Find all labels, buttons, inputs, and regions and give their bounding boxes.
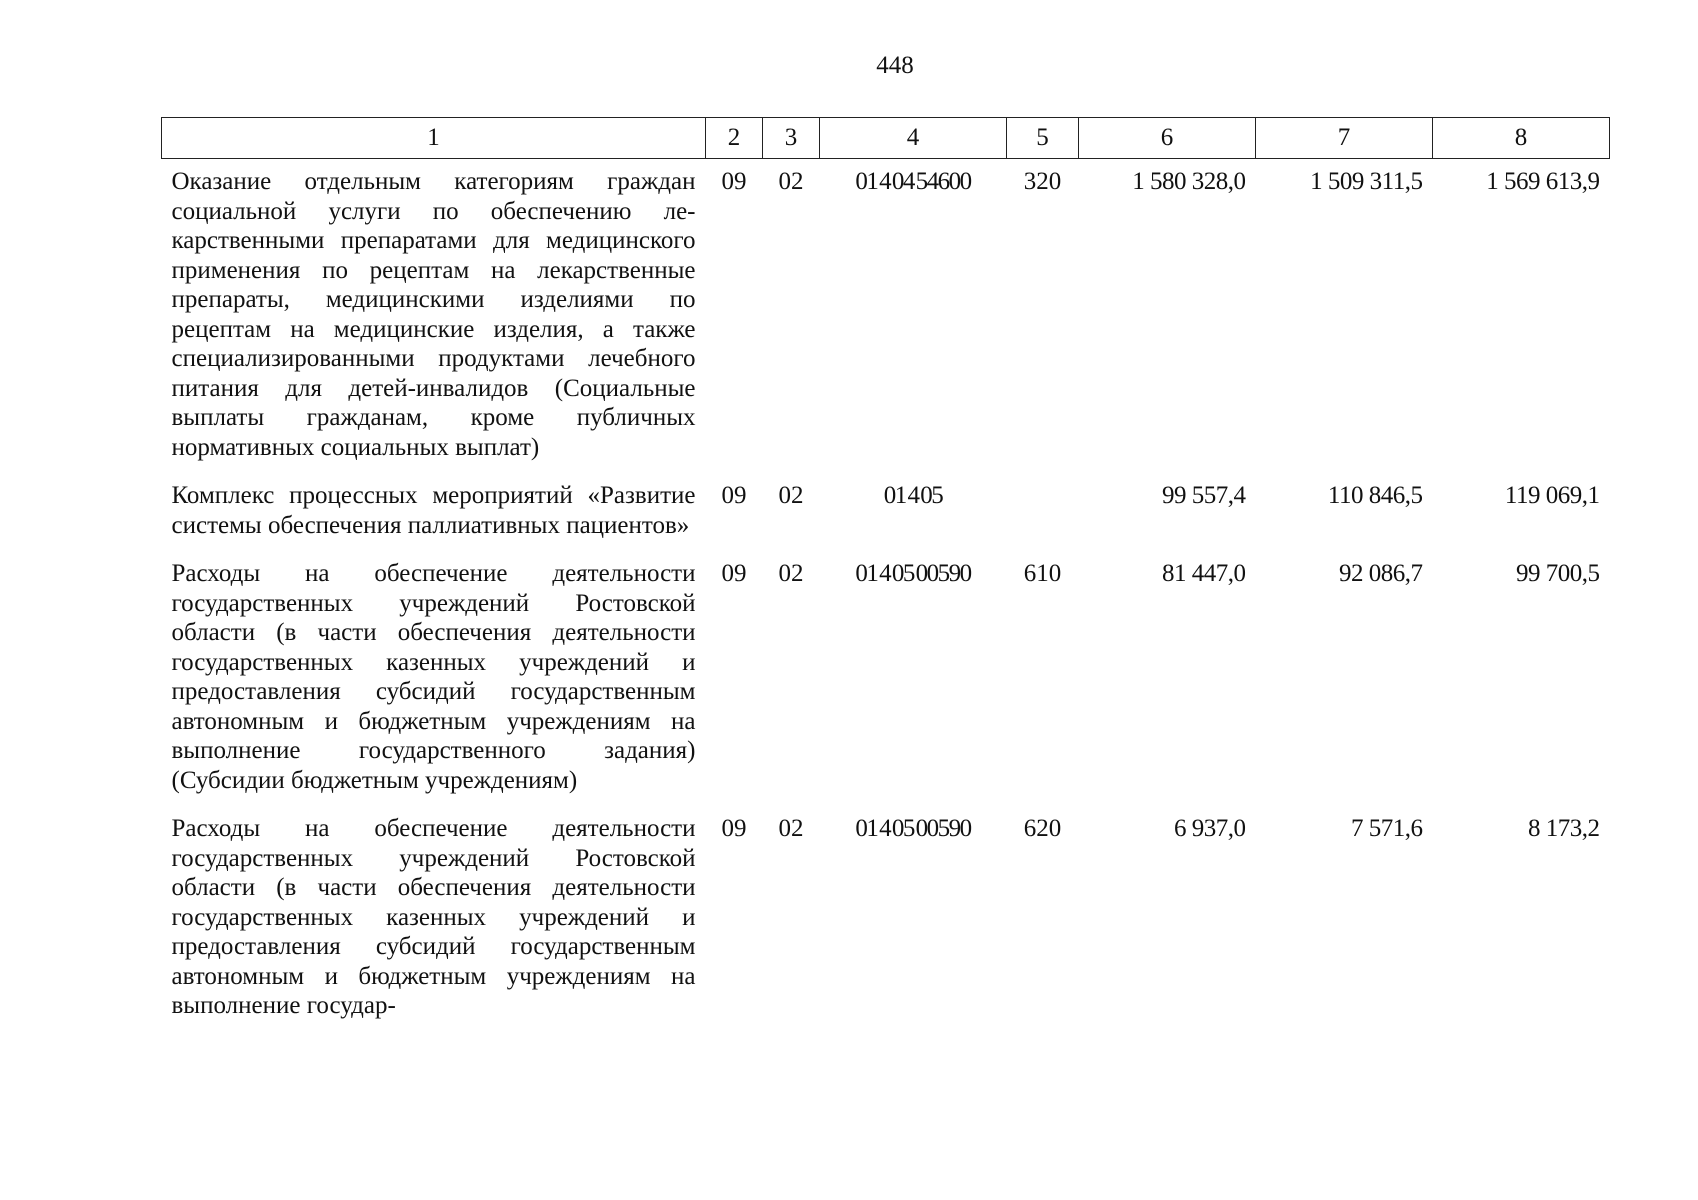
row-amount-col7: 92 086,7	[1339, 560, 1423, 587]
row-amount-col6: 6 937,0	[1174, 815, 1246, 842]
header-cell-5: 5	[1007, 118, 1079, 159]
row-amount-col6: 99 557,4	[1162, 482, 1246, 509]
row-amount-col8: 8 173,2	[1528, 815, 1600, 842]
row-target-code: 01 4 05 00590	[855, 560, 971, 587]
row-amount-col7: 1 509 311,5	[1310, 168, 1423, 195]
header-cell-7: 7	[1256, 118, 1433, 159]
page-number: 448	[876, 52, 914, 79]
row-subsection: 02	[778, 482, 804, 509]
table-row	[162, 159, 1610, 474]
table-row	[162, 806, 1610, 1032]
row-target-code: 01 4 05	[883, 482, 943, 509]
table-row	[162, 473, 1610, 551]
row-amount-col7: 7 571,6	[1351, 815, 1423, 842]
header-cell-1: 1	[162, 118, 706, 159]
header-cell-4: 4	[820, 118, 1007, 159]
row-expense-type	[1007, 473, 1079, 551]
row-section: 09	[721, 482, 747, 509]
row-subsection: 02	[778, 815, 804, 842]
row-description: Комплекс процессных мероприятий «Развитие системы обеспечения паллиативных пациентов»	[171, 482, 696, 539]
row-amount-col8: 119 069,1	[1504, 482, 1600, 509]
row-amount-col6: 81 447,0	[1162, 560, 1246, 587]
row-expense-type: 320	[1023, 168, 1062, 195]
row-expense-type: 620	[1023, 815, 1062, 842]
row-section: 09	[721, 815, 747, 842]
header-cell-6: 6	[1079, 118, 1256, 159]
row-target-code: 01 4 04 54600	[855, 168, 971, 195]
row-subsection: 02	[778, 560, 804, 587]
header-cell-3: 3	[763, 118, 820, 159]
header-row	[162, 118, 1610, 159]
row-section: 09	[721, 560, 747, 587]
header-cell-8: 8	[1433, 118, 1610, 159]
row-target-code: 01 4 05 00590	[855, 815, 971, 842]
row-amount-col8: 1 569 613,9	[1486, 168, 1600, 195]
row-expense-type: 610	[1023, 560, 1062, 587]
row-amount-col6: 1 580 328,0	[1132, 168, 1246, 195]
row-subsection: 02	[778, 168, 804, 195]
row-description: Оказание отдельным категориям граждан социальной услуги по обеспечению лекарственными препаратами для медицинского применения по рецептам на лекарственные препараты, медицинскими изделиями по рецептам на медицинские изделия, а также специализированными продуктами лечебного питания для детей-инвалидов (Социальные выплаты гражданам, кроме публичных нормативных социальных выплат)	[171, 168, 696, 461]
header-cell-2: 2	[706, 118, 763, 159]
budget-table	[161, 117, 1610, 1032]
row-amount-col7: 110 846,5	[1327, 482, 1423, 509]
row-description: Расходы на обеспечение деятельности государственных учреждений Ростовской области (в части обеспечения деятельности государственных казенных учреждений и предоставления субсидий государственным автономным и бюджетным учреждениям на выполнение государственного задания) (Субсидии бюджетным учреждениям)	[171, 560, 696, 794]
row-section: 09	[721, 168, 747, 195]
table-row	[162, 551, 1610, 806]
row-amount-col8: 99 700,5	[1516, 560, 1600, 587]
row-description: Расходы на обеспечение деятельности государственных учреждений Ростовской области (в части обеспечения деятельности государственных казенных учреждений и предоставления субсидий государственным автономным и бюджетным учреждениям на выполнение государ-	[171, 815, 696, 1019]
